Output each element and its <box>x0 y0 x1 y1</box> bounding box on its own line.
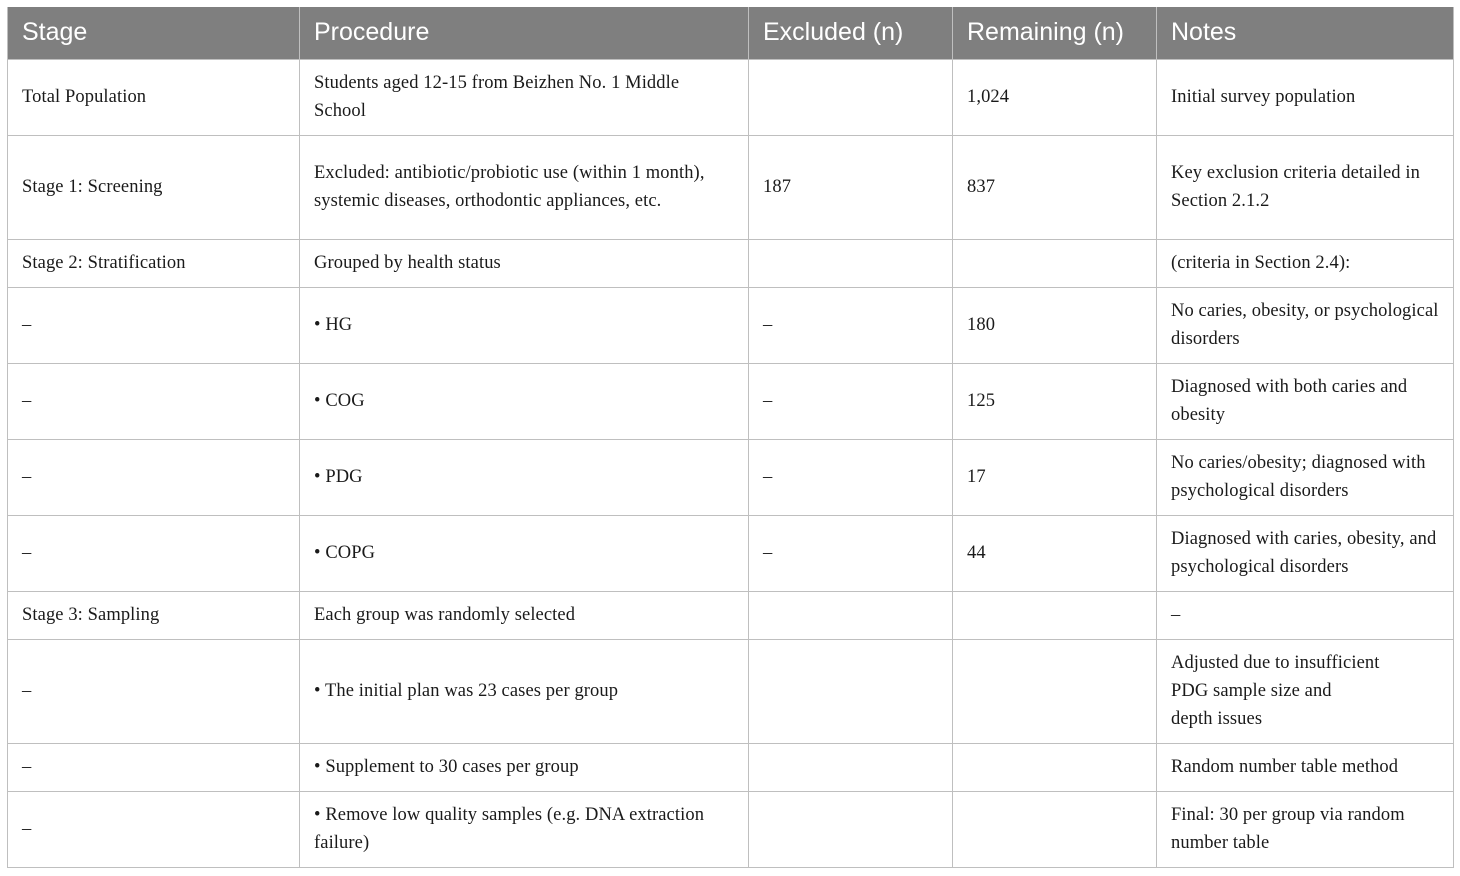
bullet-item: • COG <box>314 391 365 411</box>
header-remaining: Remaining (n) <box>953 7 1157 59</box>
cell-stage: Stage 3: Sampling <box>8 591 300 639</box>
cell-remaining: 44 <box>953 515 1157 591</box>
cell-procedure: Grouped by health status <box>300 239 749 287</box>
cell-remaining <box>953 591 1157 639</box>
notes-line: Adjusted due to insufficient <box>1171 653 1380 673</box>
table-row <box>8 639 1454 743</box>
bullet-item: • Remove low quality samples (e.g. DNA extraction failure) <box>314 805 704 853</box>
header-notes: Notes <box>1157 7 1454 59</box>
cell-excluded <box>749 591 953 639</box>
cell-procedure <box>300 515 749 591</box>
cell-notes <box>1157 639 1454 743</box>
cell-notes: Random number table method <box>1157 743 1454 791</box>
cell-notes: Diagnosed with caries, obesity, and psychological disorders <box>1157 515 1454 591</box>
bullet-item: • Supplement to 30 cases per group <box>314 757 579 777</box>
cell-procedure <box>300 639 749 743</box>
cell-stage: – <box>8 439 300 515</box>
cell-stage: Stage 2: Stratification <box>8 239 300 287</box>
cell-notes: Initial survey population <box>1157 59 1454 135</box>
table-row <box>8 791 1454 867</box>
cell-stage: – <box>8 743 300 791</box>
cell-excluded: – <box>749 287 953 363</box>
notes-line: PDG sample size and <box>1171 681 1332 701</box>
cell-procedure <box>300 363 749 439</box>
cell-excluded: – <box>749 515 953 591</box>
cell-excluded: – <box>749 439 953 515</box>
cell-remaining: 17 <box>953 439 1157 515</box>
cell-excluded <box>749 743 953 791</box>
cell-procedure: Each group was randomly selected <box>300 591 749 639</box>
header-stage: Stage <box>8 7 300 59</box>
cell-remaining: 1,024 <box>953 59 1157 135</box>
cell-stage: Total Population <box>8 59 300 135</box>
cell-notes: – <box>1157 591 1454 639</box>
cell-notes: Diagnosed with both caries and obesity <box>1157 363 1454 439</box>
cell-remaining <box>953 239 1157 287</box>
cell-stage: – <box>8 639 300 743</box>
table-row <box>8 135 1454 239</box>
cell-notes: No caries, obesity, or psychological disorders <box>1157 287 1454 363</box>
cell-excluded <box>749 59 953 135</box>
bullet-item: • COPG <box>314 543 375 563</box>
cell-notes: No caries/obesity; diagnosed with psychological disorders <box>1157 439 1454 515</box>
header-procedure: Procedure <box>300 7 749 59</box>
cell-procedure <box>300 791 749 867</box>
table-header-row <box>8 7 1454 59</box>
cell-excluded <box>749 791 953 867</box>
cell-stage: – <box>8 791 300 867</box>
cell-stage: – <box>8 515 300 591</box>
header-excluded: Excluded (n) <box>749 7 953 59</box>
cell-remaining: 837 <box>953 135 1157 239</box>
notes-line: depth issues <box>1171 709 1263 729</box>
table-row <box>8 743 1454 791</box>
cell-remaining: 125 <box>953 363 1157 439</box>
cell-remaining <box>953 743 1157 791</box>
cell-remaining: 180 <box>953 287 1157 363</box>
bullet-item: • PDG <box>314 467 363 487</box>
cell-excluded <box>749 239 953 287</box>
table-row <box>8 591 1454 639</box>
cell-notes: (criteria in Section 2.4): <box>1157 239 1454 287</box>
cell-stage: – <box>8 363 300 439</box>
table-row <box>8 363 1454 439</box>
cell-remaining <box>953 639 1157 743</box>
data-table-container <box>7 7 1453 868</box>
cell-remaining <box>953 791 1157 867</box>
table-row <box>8 239 1454 287</box>
sample-selection-table <box>7 7 1454 868</box>
cell-notes: Final: 30 per group via random number table <box>1157 791 1454 867</box>
table-row <box>8 287 1454 363</box>
cell-excluded: 187 <box>749 135 953 239</box>
cell-excluded: – <box>749 363 953 439</box>
cell-stage: Stage 1: Screening <box>8 135 300 239</box>
bullet-item: • The initial plan was 23 cases per group <box>314 681 618 701</box>
cell-procedure: Students aged 12-15 from Beizhen No. 1 Middle School <box>300 59 749 135</box>
table-row <box>8 515 1454 591</box>
cell-notes: Key exclusion criteria detailed in Section 2.1.2 <box>1157 135 1454 239</box>
cell-stage: – <box>8 287 300 363</box>
cell-procedure <box>300 439 749 515</box>
table-row <box>8 59 1454 135</box>
cell-procedure <box>300 743 749 791</box>
table-row <box>8 439 1454 515</box>
cell-excluded <box>749 639 953 743</box>
cell-procedure: Excluded: antibiotic/probiotic use (within 1 month), systemic diseases, orthodontic appliances, etc. <box>300 135 749 239</box>
cell-procedure <box>300 287 749 363</box>
bullet-item: • HG <box>314 315 352 335</box>
